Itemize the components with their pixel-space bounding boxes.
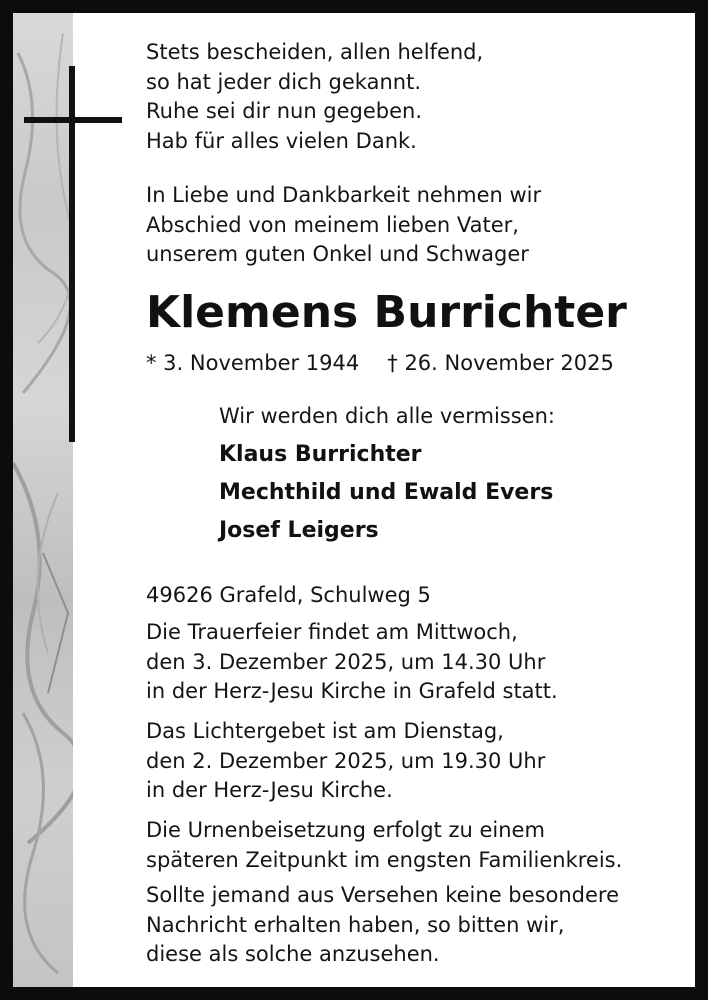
mourners-heading: Wir werden dich alle vermissen: <box>219 404 555 428</box>
notice-line: in der Herz-Jesu Kirche in Grafeld statt. <box>146 679 558 703</box>
notice-line: Nachricht erhalten haben, so bitten wir, <box>146 912 565 937</box>
poem-line: Stets bescheiden, allen helfend, <box>146 40 484 64</box>
notice-line: späteren Zeitpunkt im engsten Familienkreis. <box>146 847 623 872</box>
intro-text <box>146 181 541 270</box>
mourner-name: Klaus Burrichter <box>219 442 422 467</box>
poem <box>146 38 483 156</box>
mourner-name: Mechthild und Ewald Evers <box>219 480 554 505</box>
mourner-name: Josef Leigers <box>219 518 379 543</box>
notice-line: diese als solche anzusehen. <box>146 942 440 966</box>
notice-line: den 2. Dezember 2025, um 19.30 Uhr <box>146 748 546 773</box>
life-dates <box>146 349 614 379</box>
notice-no-message <box>146 881 619 970</box>
marble-strip <box>13 13 73 987</box>
intro-line: Abschied von meinem lieben Vater, <box>146 212 519 237</box>
birth-date: * 3. November 1944 <box>146 351 360 375</box>
address: 49626 Grafeld, Schulweg 5 <box>146 583 431 607</box>
poem-line: Hab für alles vielen Dank. <box>146 128 417 153</box>
notice-line: Sollte jemand aus Versehen keine besondere <box>146 883 619 907</box>
intro-line: unserem guten Onkel und Schwager <box>146 242 529 266</box>
notice-line: Die Trauerfeier findet am Mittwoch, <box>146 620 518 644</box>
intro-line: In Liebe und Dankbarkeit nehmen wir <box>146 183 542 207</box>
notice-line: in der Herz-Jesu Kirche. <box>146 778 393 802</box>
death-date: † 26. November 2025 <box>387 351 614 375</box>
notice-line: Die Urnenbeisetzung erfolgt zu einem <box>146 818 545 842</box>
deceased-name: Klemens Burrichter <box>146 287 627 338</box>
marble-veins <box>13 13 73 987</box>
notice-funeral-service <box>146 618 558 707</box>
notice-line: Das Lichtergebet ist am Dienstag, <box>146 719 504 743</box>
poem-line: Ruhe sei dir nun gegeben. <box>146 99 423 123</box>
notice-candle-prayer <box>146 717 545 806</box>
notice-line: den 3. Dezember 2025, um 14.30 Uhr <box>146 649 546 674</box>
poem-line: so hat jeder dich gekannt. <box>146 69 421 94</box>
notice-urn-burial <box>146 816 622 875</box>
